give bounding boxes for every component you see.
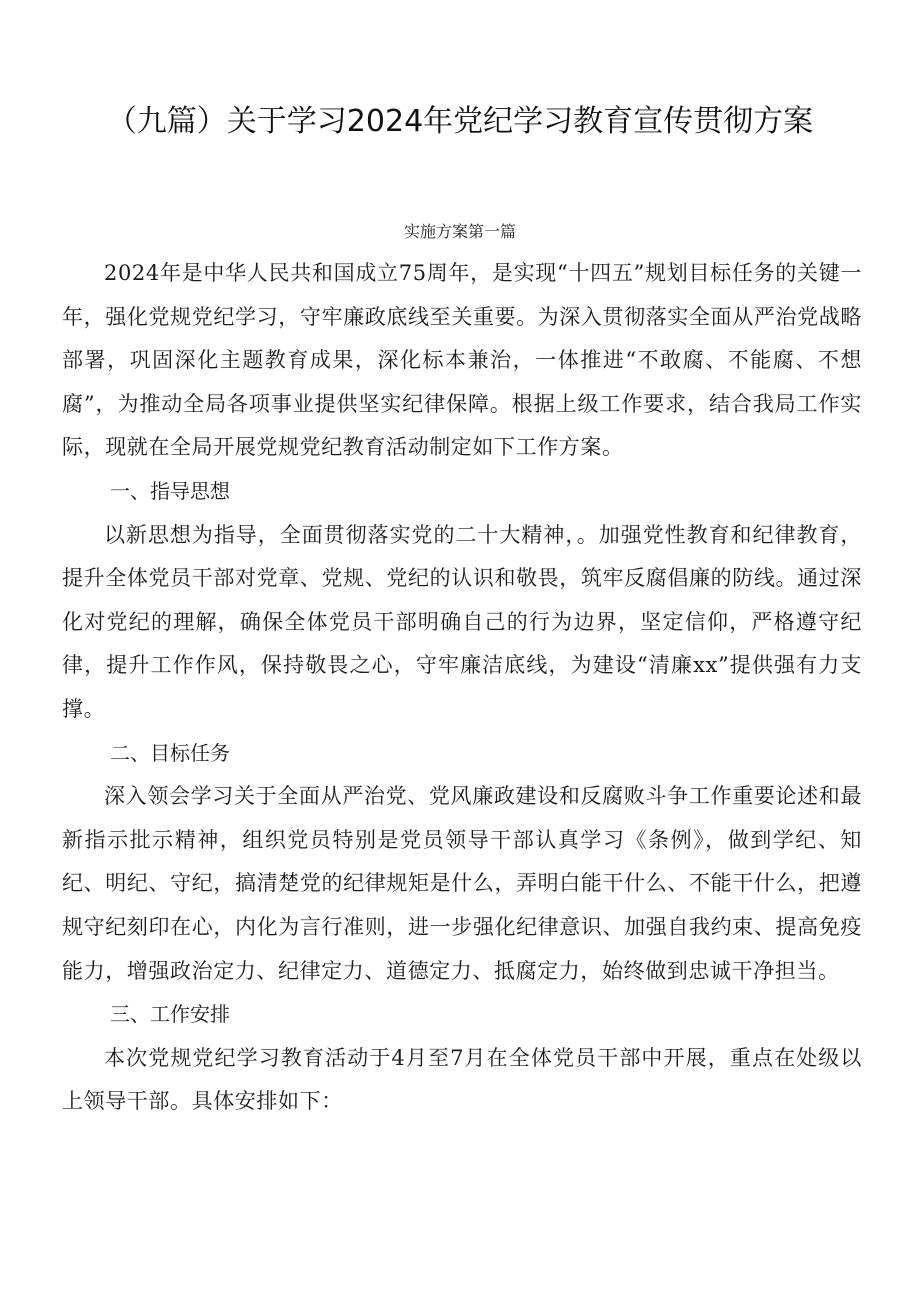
section-heading-guiding-thought: 一、指导思想: [110, 478, 230, 503]
section-paragraph-goals-tasks: 深入领会学习关于全面从严治党、党风廉政建设和反腐败斗争工作重要论述和最新指示批示精神，组织党员特别是党员领导干部认真学习《条例》，做到学纪、知纪、明纪、守纪，搞清楚党的纪律规矩是什么，弄明白能干什么、不能干什么，把遵规守纪刻印在心，内化为言行准则，进一步强化纪律意识、加强自我约束、提高免疫能力，增强政治定力、纪律定力、道德定力、抵腐定力，始终做到忠诚干净担当。: [62, 784, 862, 983]
section-heading-work-arrangement: 三、工作安排: [110, 1002, 230, 1027]
document-body: [62, 252, 862, 1124]
section-heading-goals-tasks: 二、目标任务: [110, 740, 230, 765]
section-paragraph-work-arrangement: 本次党规党纪学习教育活动于4月至7月在全体党员干部中开展，重点在处级以上领导干部。具体安排如下：: [62, 1045, 862, 1114]
document-subtitle: 实施方案第一篇: [403, 222, 516, 241]
section-paragraph-guiding-thought: 以新思想为指导，全面贯彻落实党的二十大精神，。加强党性教育和纪律教育，提升全体党员干部对党章、党规、党纪的认识和敬畏，筑牢反腐倡廉的防线。通过深化对党纪的理解，确保全体党员干部明确自己的行为边界，坚定信仰，严格遵守纪律，提升工作作风，保持敬畏之心，守牢廉洁底线，为建设“清廉xx”提供强有力支撑。: [62, 522, 862, 721]
intro-paragraph: 2024年是中华人民共和国成立75周年，是实现“十四五”规划目标任务的关键一年，强化党规党纪学习，守牢廉政底线至关重要。为深入贯彻落实全面从严治党战略部署，巩固深化主题教育成果，深化标本兼治，一体推进“不敢腐、不能腐、不想腐”，为推动全局各项事业提供坚实纪律保障。根据上级工作要求，结合我局工作实际，现就在全局开展党规党纪教育活动制定如下工作方案。: [62, 261, 862, 460]
document-title: （九篇）关于学习2024年党纪学习教育宣传贯彻方案: [106, 104, 814, 139]
